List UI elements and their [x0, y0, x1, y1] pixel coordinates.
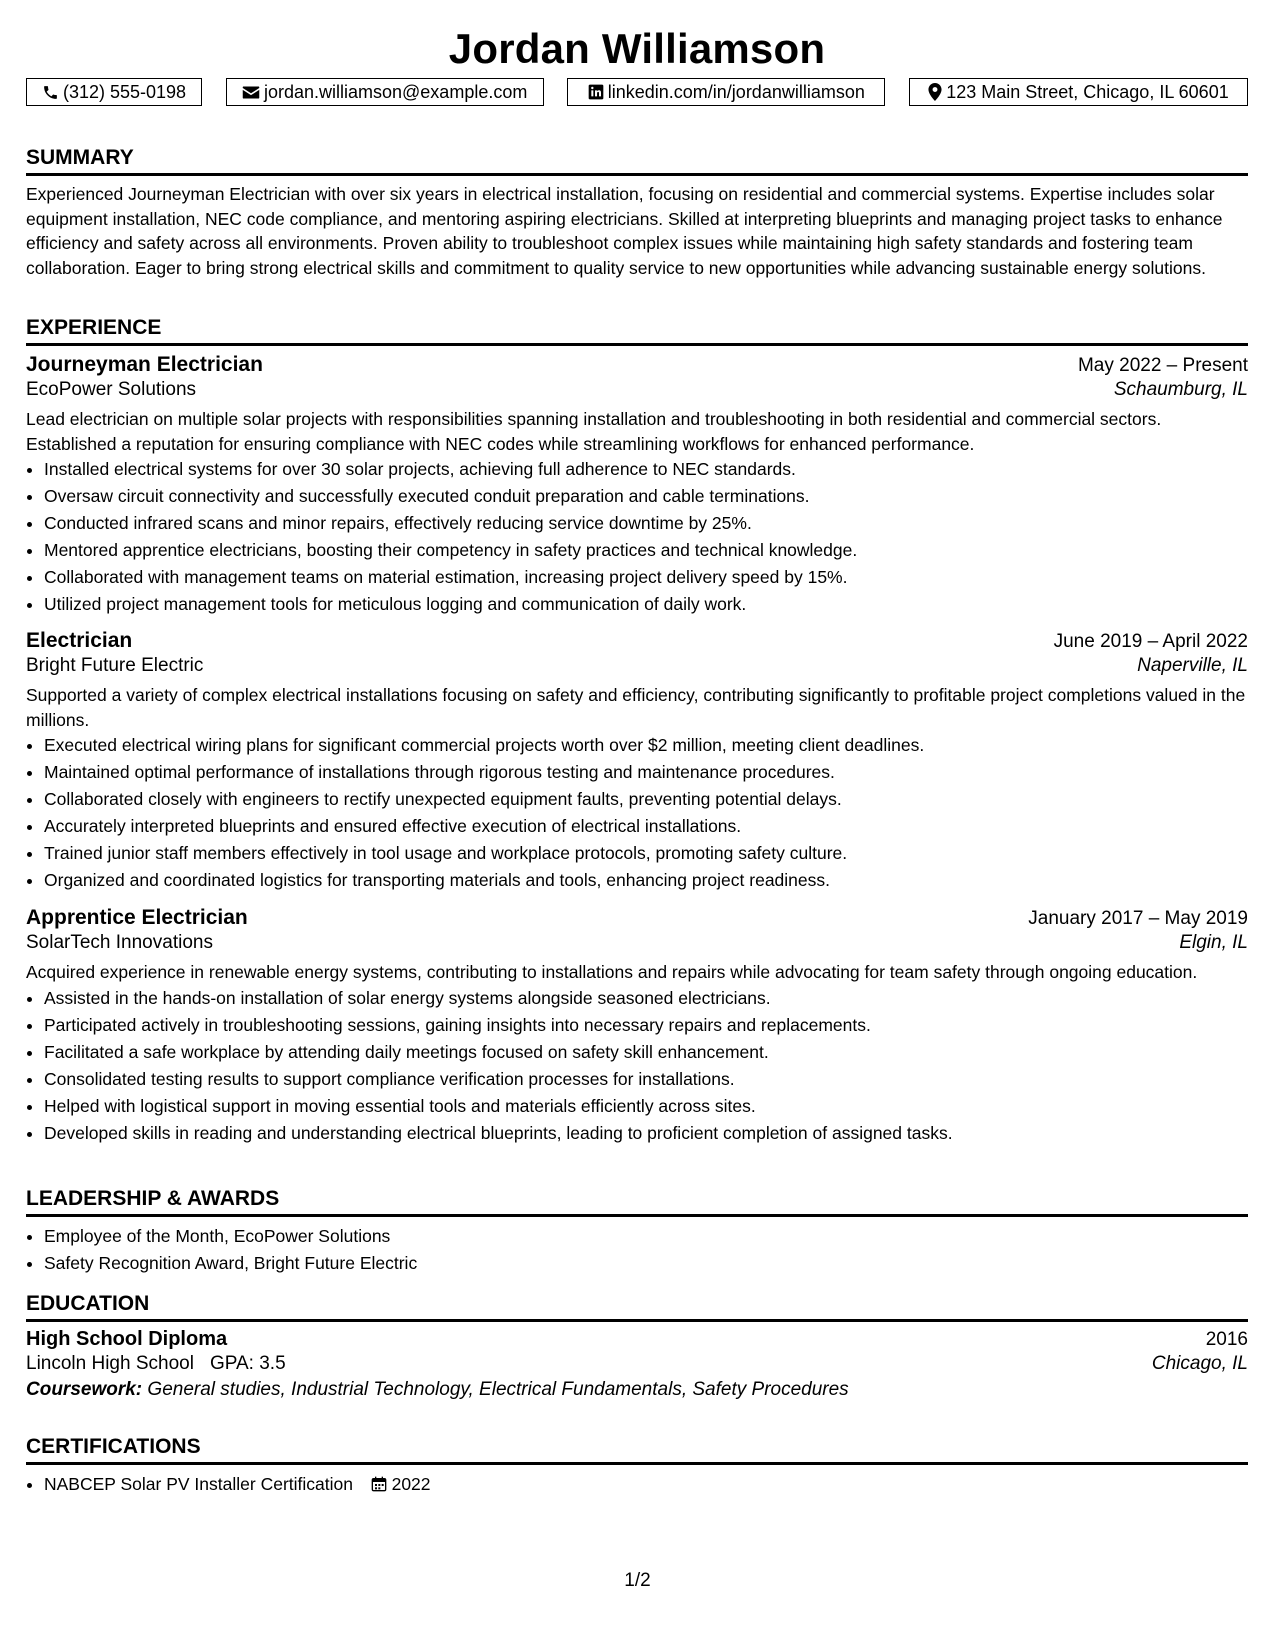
- graduation-year: 2016: [1205, 1329, 1248, 1350]
- list-item: • Developed skills in reading and understanding electrical blueprints, leading to proficient completion of assigned tasks.: [44, 1120, 1248, 1147]
- job-title: Apprentice Electrician: [26, 906, 248, 929]
- job-title: Journeyman Electrician: [26, 353, 263, 376]
- summary-text: Experienced Journeyman Electrician with over six years in electrical installation, focusing on residential and commercial systems. Expertise includes solar equipment installation, NEC code compliance, and mentoring aspiring electricians. Skilled at interpreting blueprints and managing project tasks to enhance efficiency and safety across all environments. Proven ability to troubleshoot complex issues while maintaining high safety standards and fostering team collaboration. Eager to bring strong electrical skills and commitment to quality service to new opportunities while advancing sustainable energy solutions.: [26, 184, 1223, 278]
- section-title-summary: SUMMARY: [26, 143, 1248, 176]
- list-item: • Employee of the Month, EcoPower Solutions: [44, 1223, 1248, 1250]
- experience-section: [26, 313, 1248, 352]
- school-location: Chicago, IL: [1151, 1353, 1248, 1374]
- list-item: • Accurately interpreted blueprints and ensured effective execution of electrical installations.: [44, 813, 1248, 840]
- certifications-section: [26, 1432, 1248, 1498]
- list-item: • Helped with logistical support in moving essential tools and materials efficiently across sites.: [44, 1093, 1248, 1120]
- section-title-experience: EXPERIENCE: [26, 313, 1248, 346]
- list-item: • Consolidated testing results to support compliance verification processes for installations.: [44, 1066, 1248, 1093]
- list-item: • Participated actively in troubleshooting sessions, gaining insights into necessary repairs and replacements.: [44, 1012, 1248, 1039]
- job-entry: [26, 906, 1248, 1147]
- job-location: Elgin, IL: [1179, 932, 1248, 953]
- phone-icon: [42, 84, 59, 101]
- list-item: • Safety Recognition Award, Bright Future Electric: [44, 1250, 1248, 1277]
- list-item: • Executed electrical wiring plans for significant commercial projects worth over $2 million, meeting client deadlines.: [44, 732, 1248, 759]
- job-location: Naperville, IL: [1137, 655, 1248, 676]
- list-item: • Maintained optimal performance of installations through rigorous testing and maintenance procedures.: [44, 759, 1248, 786]
- job-description: Lead electrician on multiple solar projects with responsibilities spanning installation and troubleshooting in both residential and commercial sectors. Established a reputation for ensuring compliance with NEC codes while streamlining workflows for enhanced performance.: [26, 409, 1162, 454]
- job-location: Schaumburg, IL: [1113, 379, 1248, 400]
- section-title-awards: LEADERSHIP & AWARDS: [26, 1184, 1248, 1217]
- coursework-label: Coursework:: [26, 1379, 143, 1400]
- envelope-icon: [242, 85, 260, 100]
- list-item: • Conducted infrared scans and minor repairs, effectively reducing service downtime by 25%.: [44, 510, 1248, 537]
- job-bullets: [26, 985, 1248, 1147]
- contact-address[interactable]: [909, 78, 1248, 106]
- coursework-list: General studies, Industrial Technology, Electrical Fundamentals, Safety Procedures: [147, 1379, 849, 1400]
- job-bullets: [26, 732, 1248, 894]
- company-name: EcoPower Solutions: [26, 379, 197, 400]
- awards-section: [26, 1184, 1248, 1277]
- certifications-list: [26, 1471, 1248, 1498]
- section-title-certifications: CERTIFICATIONS: [26, 1432, 1248, 1465]
- job-description: Supported a variety of complex electrical installations focusing on safety and efficiency, contributing significantly to profitable project completions valued in the millions.: [26, 685, 1246, 730]
- linkedin-icon: [588, 84, 604, 100]
- certification-name: NABCEP Solar PV Installer Certification: [44, 1474, 353, 1494]
- list-item: [44, 1471, 1248, 1498]
- degree-title: High School Diploma: [26, 1328, 228, 1350]
- job-title: Electrician: [26, 629, 133, 652]
- job-dates: January 2017 – May 2019: [1028, 908, 1248, 929]
- job-description: Acquired experience in renewable energy systems, contributing to installations and repairs while advocating for team safety through ongoing education.: [26, 962, 1198, 982]
- list-item: • Oversaw circuit connectivity and successfully executed conduit preparation and cable terminations.: [44, 483, 1248, 510]
- gpa: GPA: 3.5: [209, 1353, 286, 1374]
- job-bullets: [26, 456, 1248, 618]
- list-item: • Facilitated a safe workplace by attending daily meetings focused on safety skill enhancement.: [44, 1039, 1248, 1066]
- section-title-education: EDUCATION: [26, 1289, 1248, 1322]
- education-section: [26, 1289, 1248, 1401]
- awards-list: [26, 1223, 1248, 1277]
- job-dates: June 2019 – April 2022: [1053, 631, 1248, 652]
- school-line: [26, 1353, 286, 1375]
- address-text: 123 Main Street, Chicago, IL 60601: [946, 81, 1229, 102]
- list-item: • Installed electrical systems for over 30 solar projects, achieving full adherence to NEC standards.: [44, 456, 1248, 483]
- school-name: Lincoln High School: [26, 1353, 194, 1374]
- linkedin-text: linkedin.com/in/jordanwilliamson: [607, 81, 865, 102]
- list-item: • Collaborated with management teams on material estimation, increasing project delivery speed by 15%.: [44, 564, 1248, 591]
- list-item: • Organized and coordinated logistics for transporting materials and tools, enhancing project readiness.: [44, 867, 1248, 894]
- phone-text: (312) 555-0198: [62, 81, 187, 102]
- list-item: • Trained junior staff members effectively in tool usage and workplace protocols, promoting safety culture.: [44, 840, 1248, 867]
- map-pin-icon: [928, 83, 942, 101]
- email-text: jordan.williamson@example.com: [263, 81, 528, 102]
- list-item: • Mentored apprentice electricians, boosting their competency in safety practices and technical knowledge.: [44, 537, 1248, 564]
- calendar-icon: [371, 1476, 387, 1492]
- contact-bar: [26, 78, 1248, 106]
- job-dates: May 2022 – Present: [1077, 355, 1248, 376]
- summary-section: [26, 143, 1248, 280]
- company-name: Bright Future Electric: [26, 655, 204, 676]
- coursework: [26, 1379, 1248, 1401]
- page-number: 1/2: [624, 1570, 651, 1591]
- list-item: • Assisted in the hands-on installation of solar energy systems alongside seasoned electricians.: [44, 985, 1248, 1012]
- resume-page: [26, 0, 1248, 1494]
- list-item: • Collaborated closely with engineers to rectify unexpected equipment faults, preventing potential delays.: [44, 786, 1248, 813]
- company-name: SolarTech Innovations: [26, 932, 213, 953]
- certification-year: 2022: [391, 1474, 431, 1494]
- contact-phone[interactable]: [26, 78, 202, 106]
- contact-email[interactable]: [226, 78, 544, 106]
- contact-linkedin[interactable]: [567, 78, 885, 106]
- job-entry: [26, 353, 1248, 618]
- candidate-name: Jordan Williamson: [448, 25, 826, 72]
- list-item: • Utilized project management tools for meticulous logging and communication of daily work.: [44, 591, 1248, 618]
- job-entry: [26, 629, 1248, 894]
